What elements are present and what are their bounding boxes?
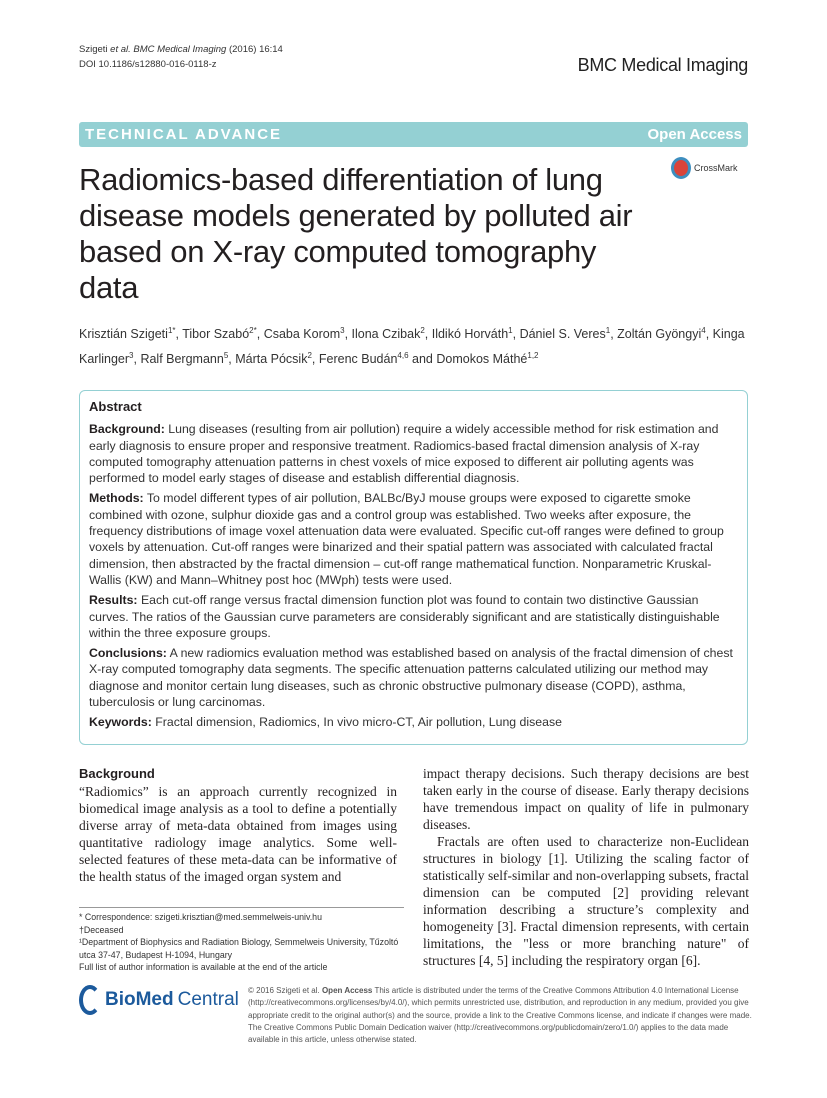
author-affiliation-sup: 1* (167, 326, 176, 335)
cite-etal: et al. (110, 44, 131, 55)
author-name[interactable]: Ildikó Horváth (431, 327, 509, 342)
author-affiliation-sup: 4,6 (397, 351, 409, 361)
cite-journal: BMC Medical Imaging (133, 44, 227, 55)
crossmark-label: CrossMark (694, 163, 738, 173)
body-left-column (79, 765, 397, 885)
author-affiliation-sup: 1 (508, 326, 513, 335)
crossmark-icon (671, 157, 691, 179)
biomed-central-logo (79, 985, 239, 1015)
paper-title: Radiomics-based differentiation of lung disease models generated by polluted air based on X-ray computed tomography data (79, 162, 633, 305)
abstract-section-label: Results: (89, 593, 138, 608)
section-heading: Background (79, 766, 155, 781)
abstract-section-label: Background: (89, 422, 165, 437)
author-name[interactable]: Tibor Szabó (182, 327, 250, 342)
author-name[interactable]: Márta Pócsik (235, 352, 308, 367)
copyright: © 2016 Szigeti et al. (248, 986, 320, 995)
author-affiliation-sup: 1,2 (527, 351, 539, 361)
footnote-deceased: †Deceased (79, 924, 124, 935)
doi[interactable]: DOI 10.1186/s12880-016-0118-z (79, 59, 217, 70)
license-text (248, 985, 753, 1046)
abstract-section-label: Methods: (89, 491, 144, 506)
body-paragraph: Fractals are often used to characterize non-Euclidean structures in biology [1]. Utilizing the scaling factor of statistically self-similar and non-overlapping subsets, fractal dimension can be computed [2] providing relevant information describing a structure’s complexity and homogeneity [3]. Fractal dimension represents, with certain limitations, the "less or more branching nature" of structures [4, 5] including the respiratory organ [6]. (423, 834, 749, 968)
logo-text-bold: BioMed (105, 989, 174, 1010)
author-name[interactable]: Ilona Czibak (351, 327, 421, 342)
author-affiliation-sup: 4 (701, 326, 706, 335)
license-open-access: Open Access (321, 986, 373, 995)
abstract-section (89, 592, 738, 641)
author-name[interactable]: Ferenc Budán (318, 352, 398, 367)
author-affiliation-sup: 5 (223, 351, 229, 361)
logo-arc-icon (79, 985, 101, 1015)
author-affiliation-sup: 2* (249, 326, 257, 335)
abstract-section-text: To model different types of air pollution, BALBc/ByJ mouse groups were exposed to cigarette smoke combined with ozone, sulphur dioxide gas and a control group was established. Two weeks after exposure, the frequency distributions of image voxel attenuation data were evaluated. Specific cut-off ranges were defined to group voxels by attenuation. Cut-off ranges were binarized and their spatial pattern was associated with calculated fractal dimension, then abstracted by the fractal dimension – cut-off range mathematical function. Nonparametric Kruskal-Wallis (KW) and Mann–Whitney post hoc (MWph) tests were used. (89, 491, 724, 587)
author-name[interactable]: Dániel S. Veres (519, 327, 606, 342)
journal-name: BMC Medical Imaging (577, 55, 748, 75)
cite-author: Szigeti (79, 44, 108, 55)
logo-text: Central (177, 989, 239, 1010)
author-affiliation-sup: 3 (340, 326, 345, 335)
author-name[interactable]: Ralf Bergmann (140, 352, 224, 367)
authors-and: and (412, 352, 433, 367)
footnotes (79, 911, 409, 974)
abstract-box (79, 390, 748, 745)
abstract-section (89, 421, 738, 486)
citation-header (79, 42, 283, 72)
author-name[interactable]: Krisztián Szigeti (79, 327, 168, 342)
footnote-divider (79, 907, 404, 908)
author-affiliation-sup: 2 (420, 326, 425, 335)
abstract-section-label: Keywords: (89, 715, 152, 730)
crossmark-button[interactable] (671, 157, 738, 179)
article-type-bar (79, 122, 748, 147)
abstract-section (89, 645, 738, 710)
cite-year: (2016) 16:14 (228, 44, 283, 55)
abstract-section-text: Lung diseases (resulting from air pollution) require a widely accessible method for risk estimation and early diagnosis to ensure proper and responsive treatment. Radiomics-based fractal dimension analysis of X-ray computed tomography attenuation patterns in chest voxels of mice exposed to different air polluting agents was performed to model early stages of disease and establish differential diagnosis. (89, 422, 719, 486)
abstract-section (89, 714, 738, 730)
footnote-affiliation: ¹Department of Biophysics and Radiation Biology, Semmelweis University, Tűzoltó utca 37-47, Budapest H-1094, Hungary (79, 937, 399, 960)
author-affiliation-sup: 1 (605, 326, 611, 335)
author-list: Krisztián Szigeti$^{1*}$, Tibor Szabó$^{2*}$, Csaba Korom$^3$, Ilona Czibak$^2$, Ildikó Horváth$^1$, Dániel S. Veres$^1$, Zoltán Gyöngyi$^4$, Kinga Karlinger$^3$, Ralf Bergmann$^5$, Márta Pócsik$^2$, Ferenc Budán$^{4,6}$ and Domokos Máthé$^{1,2}$ (79, 326, 745, 367)
abstract-section-text: A new radiomics evaluation method was established based on analysis of the fractal dimension of chest X-ray computed tomography data segments. The specific attenuation patterns calculated utilizing our method may diagnose and monitor certain lung diseases, such as chronic obstructive pulmonary disease (COPD), asthma, tuberculosis or lung carcinomas. (89, 646, 733, 710)
article-type: TECHNICAL ADVANCE (85, 126, 283, 143)
license-body: This article is distributed under the terms of the Creative Commons Attribution 4.0 International License (http://creativecommons.org/licenses/by/4.0/), which permits unrestricted use, distribution, and reproduction in any medium, provided you give appropriate credit to the original author(s) and the source, provide a link to the Creative Commons license, and indicate if changes were made. The Creative Commons Public Domain Dedication waiver (http://creativecommons.org/publicdomain/zero/1.0/) applies to the data made available in this article, unless otherwise stated. (248, 986, 752, 1045)
author-name[interactable]: Csaba Korom (263, 327, 341, 342)
abstract-heading: Abstract (89, 399, 142, 414)
footnote-info: Full list of author information is available at the end of the article (79, 962, 328, 972)
footnote-correspondence: * Correspondence: szigeti.krisztian@med.semmelweis-univ.hu (79, 912, 322, 922)
body-paragraph: impact therapy decisions. Such therapy decisions are best taken early in the course of disease. Early therapy decisions have tremendous impact on quality of life in pulmonary diseases. (423, 766, 749, 832)
abstract-section-text: Each cut-off range versus fractal dimension function plot was found to contain two distinctive Gaussian curves. The ratios of the Gaussian curve parameters are considerably significant and are statistically distinguishable within the three exposure groups. (89, 593, 720, 640)
author-affiliation-sup: 3 (129, 351, 134, 361)
open-access-label: Open Access (647, 126, 742, 143)
body-paragraph: “Radiomics” is an approach currently recognized in biomedical image analysis as a tool to define a potentially diverse array of meta-data obtained from images using quantitative radiology image analytics. Some well-selected features of these meta-data can be informative of the health status of the imaged organ system and (79, 784, 397, 884)
body-right-column (423, 765, 749, 969)
author-affiliation-sup: 2 (307, 351, 312, 361)
abstract-section-label: Conclusions: (89, 646, 167, 661)
abstract-section-text: Fractal dimension, Radiomics, In vivo micro-CT, Air pollution, Lung disease (155, 715, 562, 730)
author-name[interactable]: Zoltán Gyöngyi (617, 327, 702, 342)
author-name[interactable]: Kinga Karlinger (79, 327, 745, 367)
author-name[interactable]: Domokos Máthé (436, 352, 528, 367)
abstract-section (89, 490, 738, 588)
